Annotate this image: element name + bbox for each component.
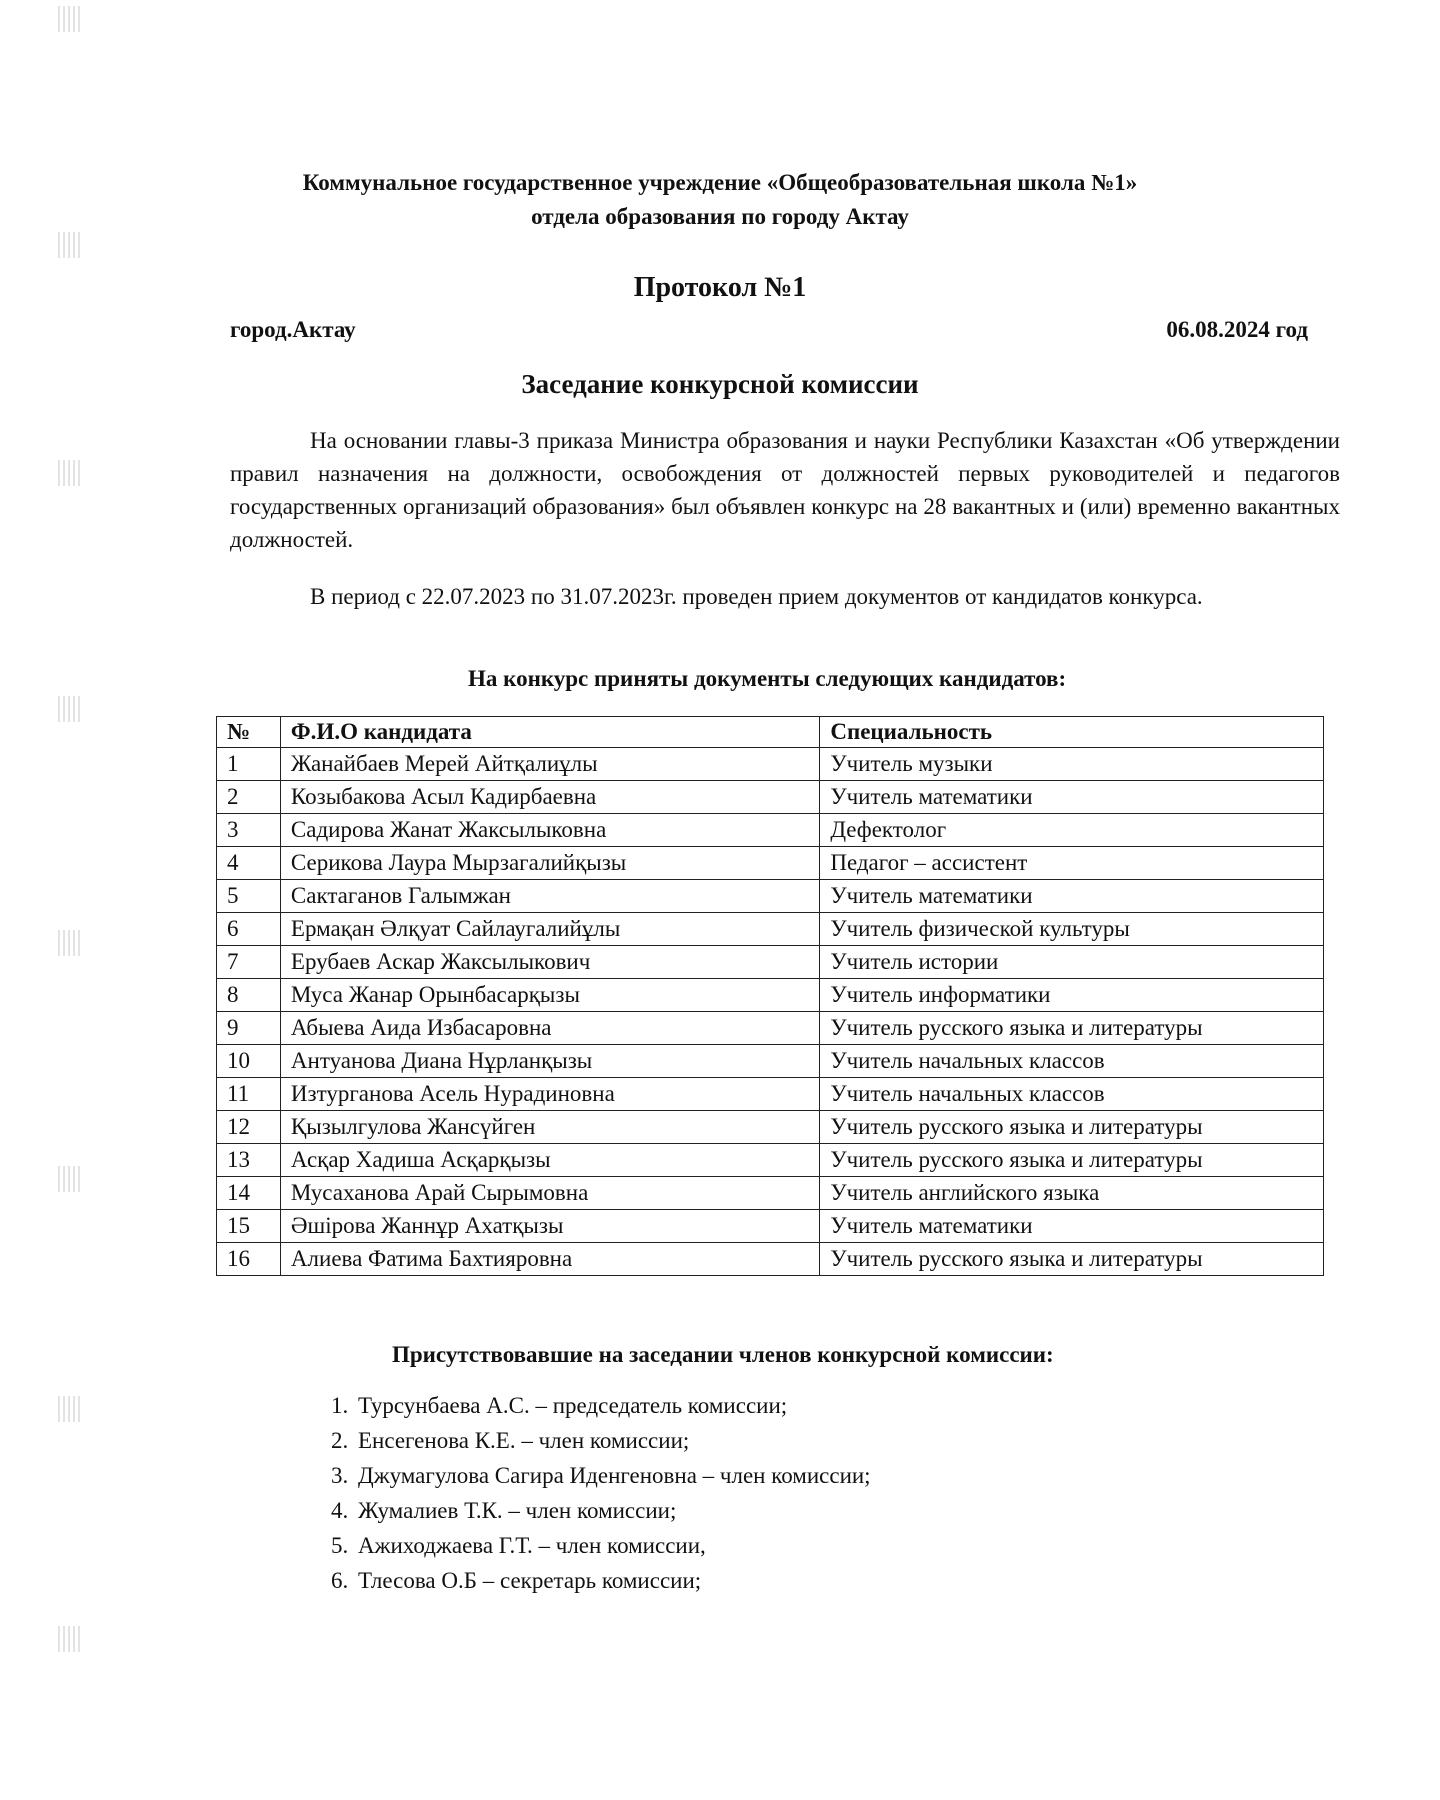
cell-specialty: Учитель русского языка и литературы: [820, 1111, 1324, 1144]
candidates-table: [216, 716, 1324, 1276]
list-item: 4. Жумалиев Т.К. – член комиссии;: [354, 1493, 871, 1528]
cell-name: Алиева Фатима Бахтияровна: [280, 1243, 819, 1276]
cell-specialty: Учитель русского языка и литературы: [820, 1012, 1324, 1045]
cell-number: 15: [217, 1210, 281, 1243]
cell-name: Ермақан Әлқуат Сайлаугалийұлы: [280, 913, 819, 946]
table-row: [217, 748, 1324, 781]
table-row: [217, 880, 1324, 913]
hole-mark: [58, 696, 80, 722]
table-row: [217, 1078, 1324, 1111]
paragraph-basis: На основании главы-3 приказа Министра образования и науки Республики Казахстан «Об утверждении правил назначения на должности, освобождения от должностей первых руководителей и педагогов государственных организаций образования» был объявлен конкурс на 28 вакантных и (или) временно вакантных должностей.: [230, 428, 1340, 552]
cell-number: 12: [217, 1111, 281, 1144]
table-row: [217, 1144, 1324, 1177]
list-item: 3. Джумагулова Сагира Иденгеновна – член комиссии;: [354, 1458, 871, 1493]
cell-name: Муса Жанар Орынбасарқызы: [280, 979, 819, 1012]
cell-number: 8: [217, 979, 281, 1012]
cell-number: 11: [217, 1078, 281, 1111]
table-header-row: [217, 717, 1324, 748]
cell-specialty: Дефектолог: [820, 814, 1324, 847]
hole-mark: [58, 6, 80, 32]
cell-number: 1: [217, 748, 281, 781]
cell-name: Асқар Хадиша Асқарқызы: [280, 1144, 819, 1177]
cell-specialty: Учитель математики: [820, 1210, 1324, 1243]
cell-specialty: Учитель математики: [820, 880, 1324, 913]
list-item: 5. Ажиходжаева Г.Т. – член комиссии,: [354, 1528, 871, 1563]
table-row: [217, 913, 1324, 946]
cell-name: Ерубаев Аскар Жаксылыкович: [280, 946, 819, 979]
hole-mark: [58, 1166, 80, 1192]
meeting-subtitle: Заседание конкурсной комиссии: [521, 369, 919, 399]
present-members-title: Присутствовавшие на заседании членов конкурсной комиссии:: [392, 1342, 1054, 1367]
header-name: Ф.И.О кандидата: [280, 717, 819, 748]
city: город.Актау: [230, 317, 356, 342]
cell-number: 10: [217, 1045, 281, 1078]
table-caption: На конкурс приняты документы следующих кандидатов:: [468, 666, 1067, 691]
cell-number: 7: [217, 946, 281, 979]
table-row: [217, 814, 1324, 847]
cell-name: Мусаханова Арай Сырымовна: [280, 1177, 819, 1210]
table-row: [217, 1210, 1324, 1243]
cell-number: 5: [217, 880, 281, 913]
cell-specialty: Учитель русского языка и литературы: [820, 1243, 1324, 1276]
cell-number: 2: [217, 781, 281, 814]
list-item: 6. Тлесова О.Б – секретарь комиссии;: [354, 1563, 871, 1598]
cell-number: 4: [217, 847, 281, 880]
paragraph-period: В период с 22.07.2023 по 31.07.2023г. проведен прием документов от кандидатов конкурса.: [310, 584, 1203, 609]
table-row: [217, 1177, 1324, 1210]
cell-number: 9: [217, 1012, 281, 1045]
protocol-date: 06.08.2024 год: [1166, 317, 1308, 342]
cell-number: 14: [217, 1177, 281, 1210]
table-row: [217, 1111, 1324, 1144]
table-row: [217, 1012, 1324, 1045]
cell-specialty: Учитель русского языка и литературы: [820, 1144, 1324, 1177]
table-row: [217, 1243, 1324, 1276]
hole-mark: [58, 460, 80, 486]
header-specialty: Специальность: [820, 717, 1324, 748]
table-row: [217, 979, 1324, 1012]
cell-number: 13: [217, 1144, 281, 1177]
binder-hole-marks: [58, 0, 82, 1800]
cell-specialty: Учитель английского языка: [820, 1177, 1324, 1210]
header-line-2: отдела образования по городу Актау: [531, 204, 909, 229]
cell-name: Абыева Аида Избасаровна: [280, 1012, 819, 1045]
cell-name: Қызылгулова Жансүйген: [280, 1111, 819, 1144]
cell-name: Сактаганов Галымжан: [280, 880, 819, 913]
table-row: [217, 1045, 1324, 1078]
cell-number: 6: [217, 913, 281, 946]
cell-name: Серикова Лаура Мырзагалийқызы: [280, 847, 819, 880]
hole-mark: [58, 1626, 80, 1652]
table-row: [217, 847, 1324, 880]
cell-specialty: Учитель начальных классов: [820, 1045, 1324, 1078]
cell-name: Жанайбаев Мерей Айтқалиұлы: [280, 748, 819, 781]
header-number: №: [217, 717, 281, 748]
hole-mark: [58, 232, 80, 258]
members-list: [314, 1388, 871, 1598]
cell-number: 3: [217, 814, 281, 847]
cell-specialty: Учитель музыки: [820, 748, 1324, 781]
cell-name: Садирова Жанат Жаксылыковна: [280, 814, 819, 847]
cell-specialty: Учитель истории: [820, 946, 1324, 979]
cell-specialty: Учитель информатики: [820, 979, 1324, 1012]
cell-specialty: Учитель физической культуры: [820, 913, 1324, 946]
hole-mark: [58, 930, 80, 956]
table-row: [217, 946, 1324, 979]
cell-specialty: Педагог – ассистент: [820, 847, 1324, 880]
cell-name: Антуанова Диана Нұрланқызы: [280, 1045, 819, 1078]
cell-specialty: Учитель математики: [820, 781, 1324, 814]
hole-mark: [58, 1396, 80, 1422]
cell-name: Изтурганова Асель Нурадиновна: [280, 1078, 819, 1111]
list-item: 1. Турсунбаева А.С. – председатель комиссии;: [354, 1388, 871, 1423]
cell-number: 16: [217, 1243, 281, 1276]
cell-specialty: Учитель начальных классов: [820, 1078, 1324, 1111]
table-row: [217, 781, 1324, 814]
list-item: 2. Енсегенова К.Е. – член комиссии;: [354, 1423, 871, 1458]
protocol-title: Протокол №1: [633, 272, 807, 303]
cell-name: Әшірова Жаннұр Ахатқызы: [280, 1210, 819, 1243]
header-line-1: Коммунальное государственное учреждение «Общеобразовательная школа №1»: [302, 170, 1138, 195]
cell-name: Козыбакова Асыл Кадирбаевна: [280, 781, 819, 814]
organization-header: [0, 166, 1440, 234]
